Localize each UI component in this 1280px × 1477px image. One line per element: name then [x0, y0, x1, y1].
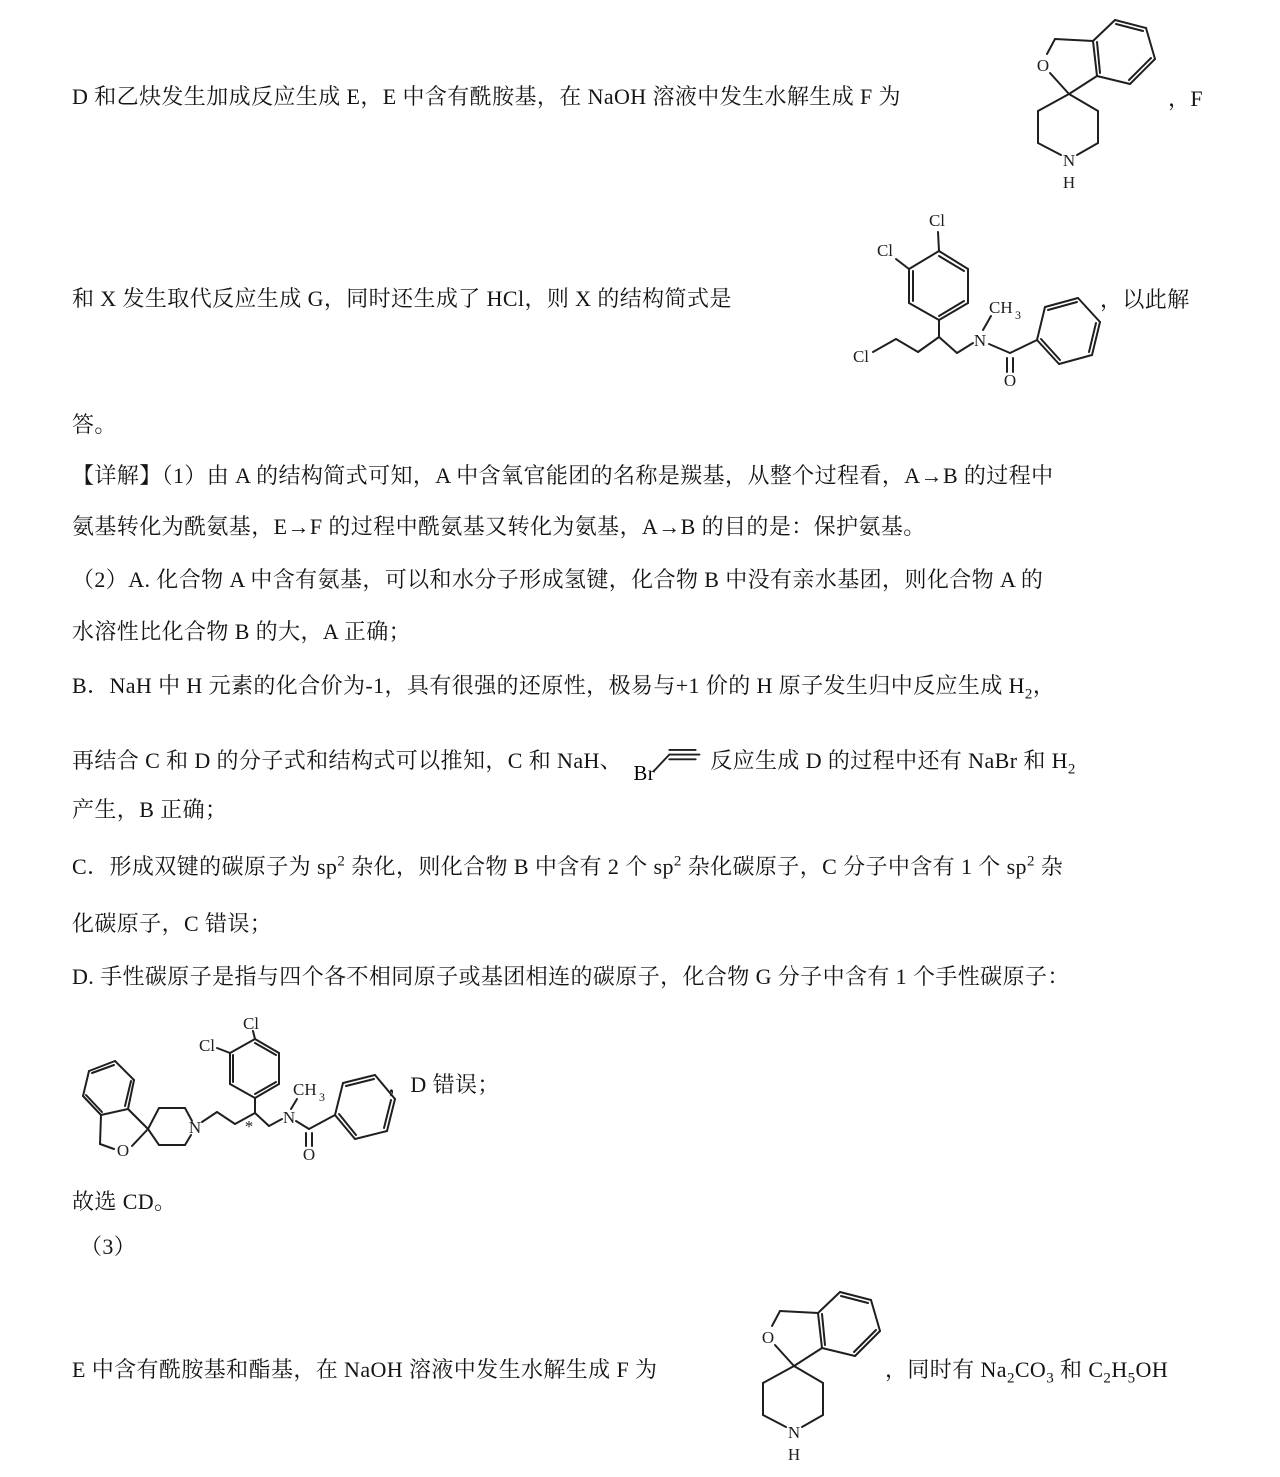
bond-lines — [763, 1292, 880, 1427]
paragraph-6-text: （2）A. 化合物 A 中含有氨基，可以和水分子形成氢键，化合物 B 中没有亲水基团，则化合物 A 的 — [72, 567, 1044, 592]
chlorine-chain-label: Cl — [852, 347, 870, 366]
paragraph-16 — [72, 1355, 657, 1385]
hydrogen-label: H — [787, 1445, 801, 1464]
paragraph-12 — [72, 909, 272, 939]
paragraph-1 — [72, 82, 901, 112]
nitrogen-label: N — [787, 1423, 801, 1442]
carbonyl-oxygen-label: O — [1003, 371, 1017, 390]
paragraph-8-text: B．NaH 中 H 元素的化合价为-1，具有很强的还原性，极易与+1 价的 H 原子发生归中反应生成 H — [72, 673, 1025, 698]
paragraph-13-after-structure — [388, 1070, 500, 1100]
chlorine-top-label: Cl — [928, 211, 946, 230]
paragraph-2-tail: ，以此解 — [1100, 287, 1190, 312]
paragraph-9 — [72, 740, 1076, 788]
paragraph-15 — [80, 1232, 136, 1262]
nitrogen-label: N — [973, 331, 987, 350]
na2-subscript: 2 — [1006, 1370, 1015, 1387]
methyl-subscript: 3 — [1015, 308, 1021, 322]
paragraph-16-text: E 中含有酰胺基和酯基，在 NaOH 溶液中发生水解生成 F 为 — [72, 1357, 658, 1382]
h5-subscript: 5 — [1127, 1370, 1136, 1387]
c2-subscript: 2 — [1103, 1370, 1112, 1387]
paragraph-13 — [72, 962, 1070, 992]
paragraph-5 — [72, 512, 926, 542]
paragraph-11-text-a: C．形成双键的碳原子为 sp — [72, 854, 338, 879]
paragraph-2-text: 和 X 发生取代反应生成 G，同时还生成了 HCl，则 X 的结构简式是 — [72, 286, 732, 311]
paragraph-4 — [72, 461, 1054, 491]
paragraph-8 — [72, 671, 1055, 701]
paragraph-13-text: D. 手性碳原子是指与四个各不相同原子或基团相连的碳原子，化合物 G 分子中含有 1 个手性碳原子： — [72, 964, 1070, 989]
paragraph-14-text: 故选 CD。 — [72, 1189, 177, 1214]
h2-subscript: 2 — [1024, 686, 1033, 703]
paragraph-7-text: 水溶性比化合物 B 的大，A 正确； — [72, 619, 412, 644]
nitrogen-label: N — [188, 1118, 202, 1137]
paragraph-7 — [72, 617, 411, 647]
chlorine-top-label: Cl — [242, 1014, 260, 1033]
bond-lines — [654, 750, 699, 771]
paragraph-11-text-c: 杂化碳原子，C 分子中含有 1 个 sp — [681, 854, 1027, 879]
chlorine-left-label: Cl — [198, 1036, 216, 1055]
nitrogen-label: N — [1062, 151, 1076, 170]
oxygen-label: O — [1036, 56, 1050, 75]
sp2-superscript: 2 — [337, 853, 346, 870]
paragraph-11 — [72, 852, 1063, 882]
bond-lines — [83, 1031, 395, 1149]
paragraph-8-tail: ， — [1032, 673, 1056, 698]
methyl-subscript: 3 — [319, 1090, 325, 1104]
paragraph-11-text-b: 杂化，则化合物 B 中含有 2 个 sp — [345, 854, 674, 879]
bond-lines — [873, 232, 1100, 372]
paragraph-3-text: 答。 — [72, 412, 117, 437]
co3-subscript: 3 — [1046, 1370, 1055, 1387]
paragraph-10 — [72, 795, 227, 825]
paragraph-17-text-d: H — [1111, 1357, 1128, 1382]
paragraph-9-text-a: 再结合 C 和 D 的分子式和结构式可以推知，C 和 NaH、 — [72, 748, 623, 773]
paragraph-13-tail: ，D 错误； — [388, 1072, 500, 1097]
paragraph-15-text: （3） — [80, 1234, 137, 1259]
bromine-label: Br — [633, 763, 656, 785]
structure-g-diagram — [62, 1012, 402, 1172]
paragraph-11-text-d: 杂 — [1034, 854, 1064, 879]
sp2-superscript: 2 — [673, 853, 682, 870]
paragraph-17 — [885, 1355, 1168, 1385]
paragraph-14 — [72, 1187, 176, 1217]
paragraph-12-text: 化碳原子，C 错误； — [72, 911, 273, 936]
methyl-label: CH — [293, 1080, 317, 1099]
paragraph-17-text-c: 和 C — [1054, 1357, 1104, 1382]
paragraph-10-text: 产生，B 正确； — [72, 797, 228, 822]
paragraph-1-text: D 和乙炔发生加成反应生成 E，E 中含有酰胺基，在 NaOH 溶液中发生水解生成 F 为 — [72, 84, 901, 109]
sp2-superscript: 2 — [1026, 853, 1035, 870]
carbonyl-oxygen-label: O — [302, 1145, 316, 1164]
structure-x-diagram — [845, 202, 1110, 402]
paragraph-1-tail: ，F — [1168, 86, 1204, 111]
paragraph-5-text: 氨基转化为酰氨基，E→F 的过程中酰氨基又转化为氨基，A→B 的目的是：保护氨基。 — [72, 514, 926, 539]
h2-subscript: 2 — [1067, 761, 1076, 778]
paragraph-17-text-b: CO — [1014, 1357, 1047, 1382]
hydrogen-label: H — [1062, 173, 1076, 192]
paragraph-6 — [72, 565, 1043, 595]
structure-f-diagram — [1020, 6, 1170, 198]
amide-nitrogen-label: N — [282, 1108, 296, 1127]
paragraph-1-after-structure — [1168, 84, 1203, 114]
propargyl-bromide-diagram — [626, 740, 706, 788]
bond-lines — [1038, 20, 1155, 155]
paragraph-2-after-structure — [1100, 285, 1190, 315]
chiral-star-label: * — [244, 1117, 254, 1136]
paragraph-3 — [72, 410, 117, 440]
paragraph-9-text-b: 反应生成 D 的过程中还有 NaBr 和 H — [710, 748, 1068, 773]
oxygen-label: O — [116, 1141, 130, 1160]
methyl-label: CH — [989, 298, 1013, 317]
oxygen-label: O — [761, 1328, 775, 1347]
paragraph-2 — [72, 284, 732, 314]
chlorine-left-label: Cl — [876, 241, 894, 260]
paragraph-17-text-e: OH — [1135, 1357, 1169, 1382]
paragraph-4-text: 【详解】（1）由 A 的结构简式可知，A 中含氧官能团的名称是羰基，从整个过程看，A→B 的过程中 — [72, 463, 1054, 488]
structure-f2-diagram — [745, 1278, 895, 1470]
paragraph-17-text-a: ，同时有 Na — [885, 1357, 1007, 1382]
